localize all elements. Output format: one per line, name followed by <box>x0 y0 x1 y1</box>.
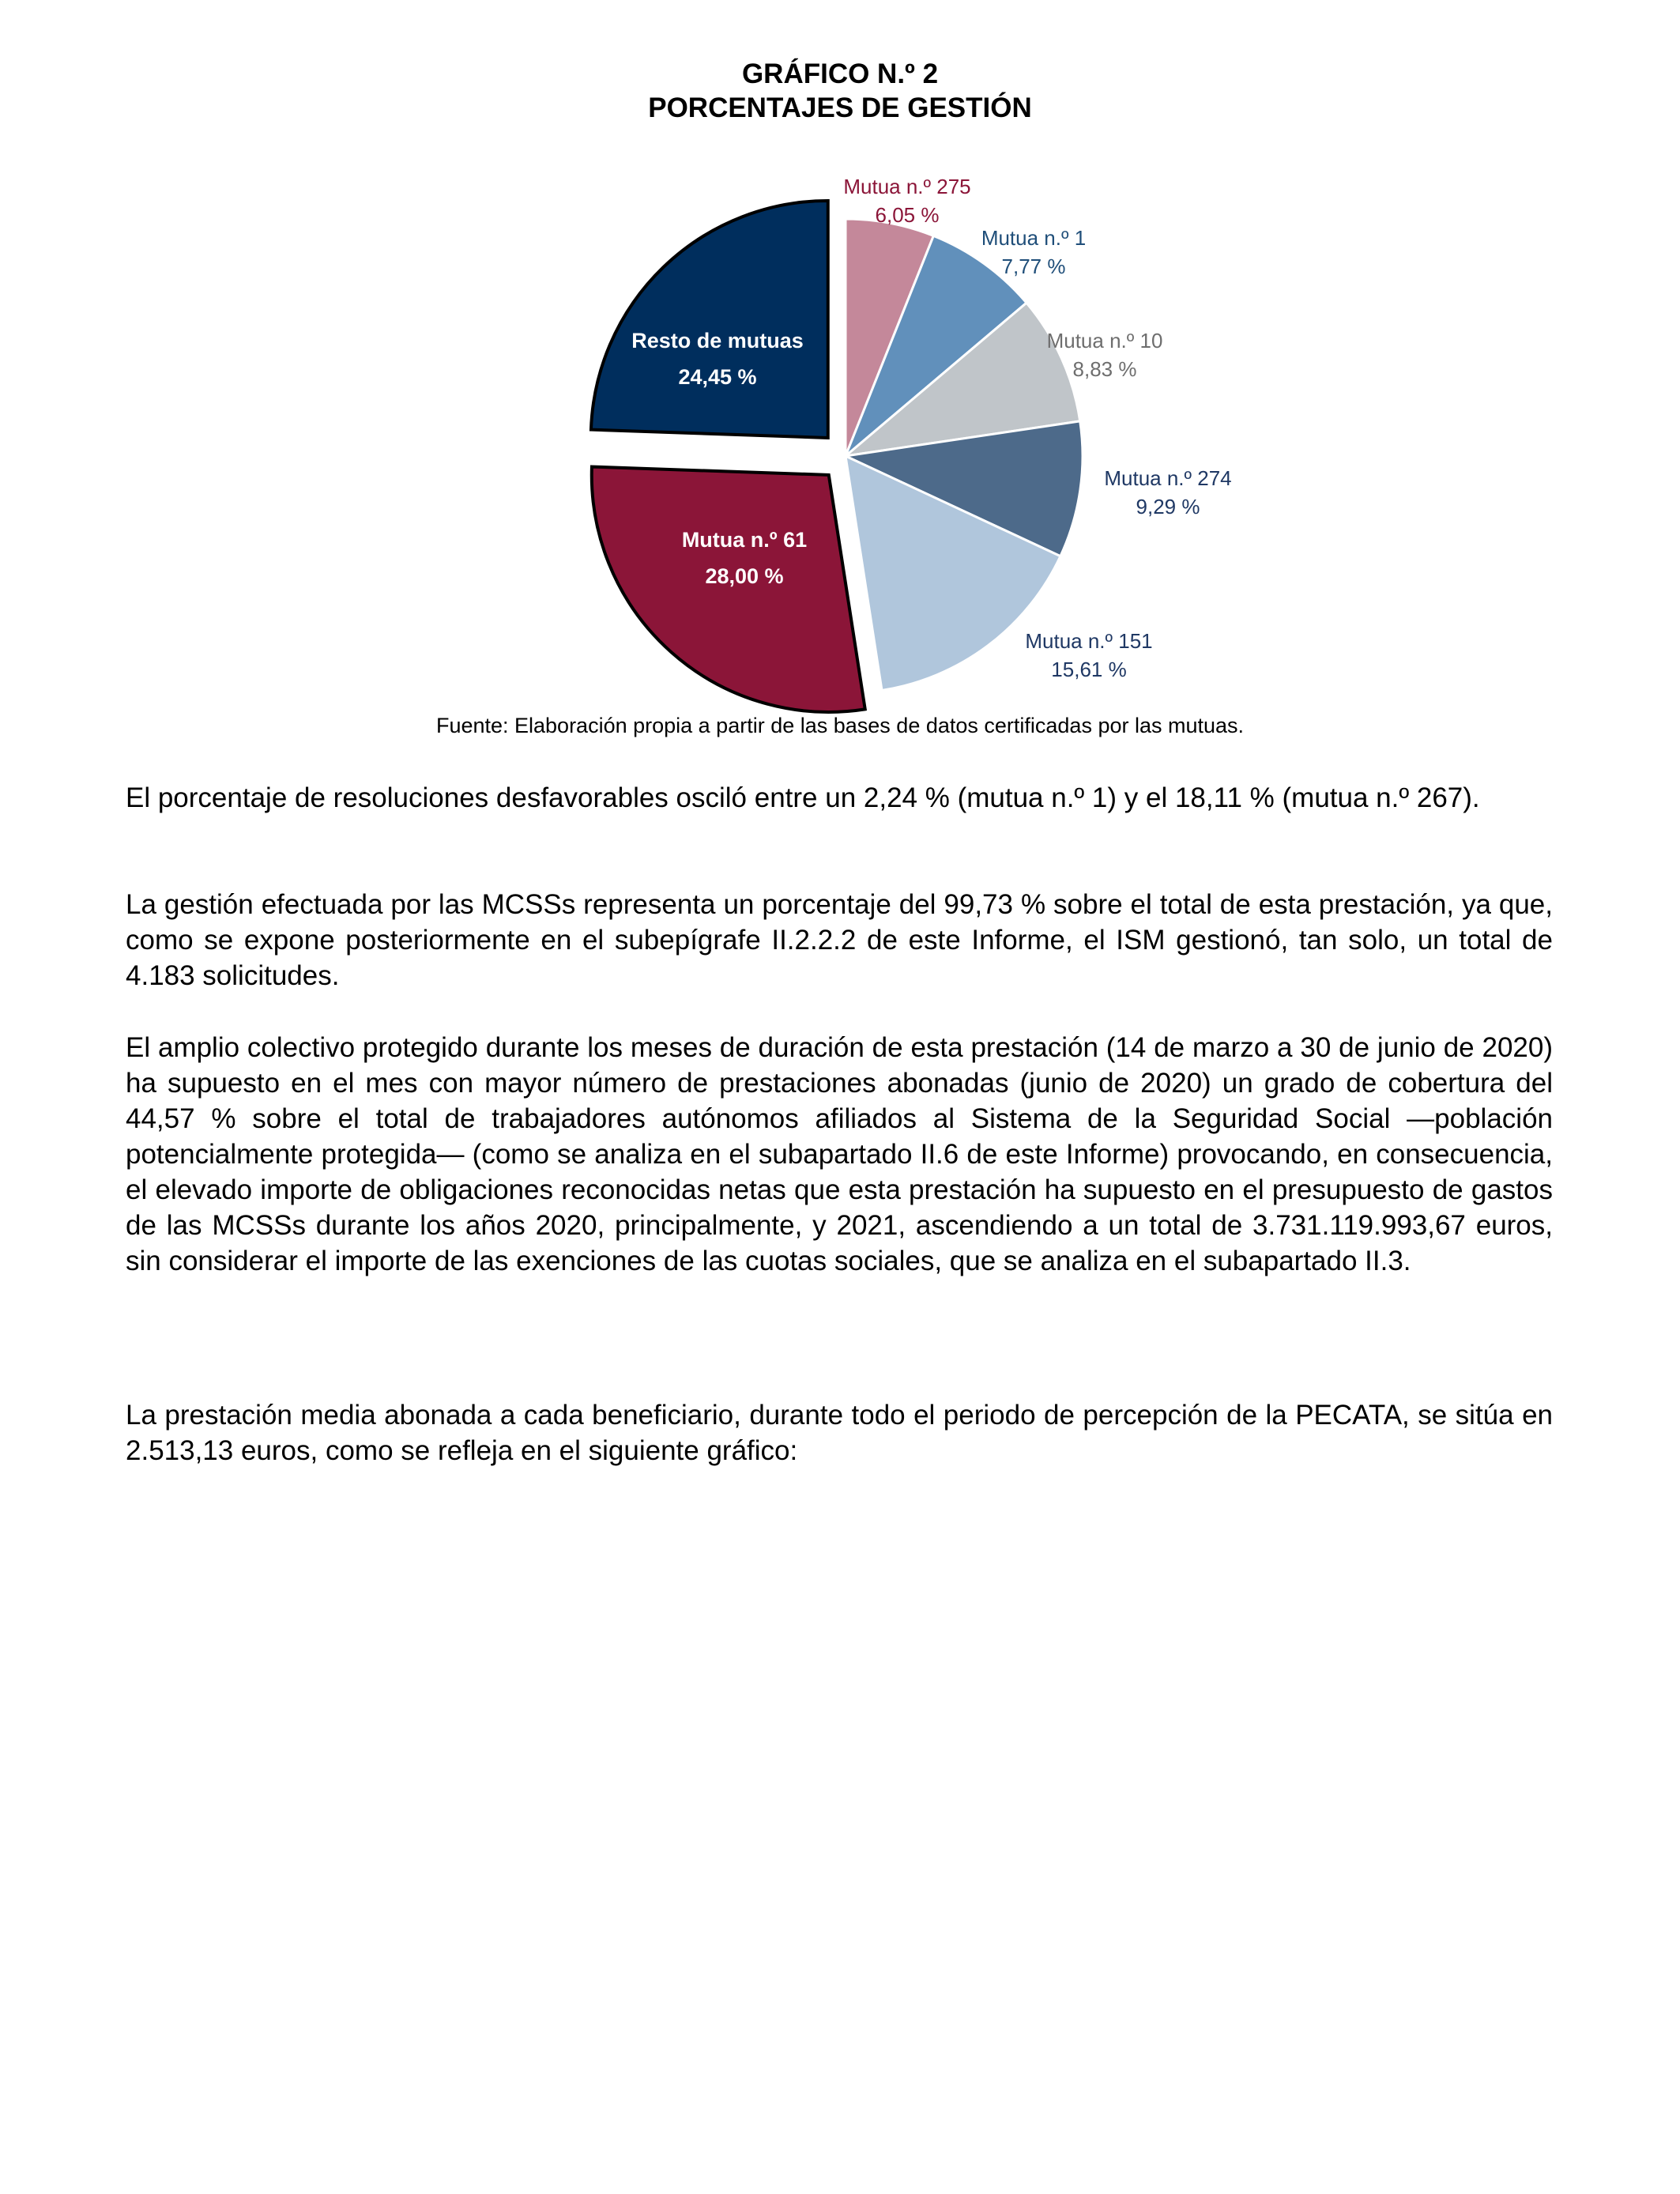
chart-subtitle: PORCENTAJES DE GESTIÓN <box>648 92 1032 123</box>
chart-source: Fuente: Elaboración propia a partir de las bases de datos certificadas por las mutuas. <box>435 714 1245 737</box>
slice-value-0: 6,05 % <box>875 203 940 227</box>
slice-value-4: 15,61 % <box>1051 658 1127 681</box>
paragraph-4: La prestación media abonada a cada beneficiario, durante todo el periodo de percepción de la PECATA, se sitúa en 2.513,13 euros, como se refleja en el siguiente gráfico: <box>126 1400 1553 1466</box>
pie-slice-6 <box>591 201 828 438</box>
slice-value-2: 8,83 % <box>1072 357 1137 381</box>
slice-value-6: 24,45 % <box>678 365 757 389</box>
slice-label-3: Mutua n.º 274 <box>1104 466 1232 490</box>
slice-label-2: Mutua n.º 10 <box>1046 329 1163 352</box>
pie-slice-5 <box>592 467 865 712</box>
slice-value-3: 9,29 % <box>1136 495 1200 518</box>
slice-label-6: Resto de mutuas <box>631 329 804 352</box>
paragraph-1: El porcentaje de resoluciones desfavorables osciló entre un 2,24 % (mutua n.º 1) y el 18,11 % (mutua n.º 267). <box>126 782 1480 813</box>
slice-label-0: Mutua n.º 275 <box>843 175 971 198</box>
slice-label-5: Mutua n.º 61 <box>681 528 808 552</box>
chart-title: GRÁFICO N.º 2 <box>741 58 939 89</box>
slice-label-4: Mutua n.º 151 <box>1025 629 1153 653</box>
slice-label-1: Mutua n.º 1 <box>981 226 1087 250</box>
pie-chart <box>0 0 1680 759</box>
slice-value-5: 28,00 % <box>705 564 784 588</box>
paragraph-3: El amplio colectivo protegido durante los meses de duración de esta prestación (14 de marzo a 30 de junio de 2020) ha supuesto en el mes con mayor número de prestaciones abonadas (junio de 2020) un grado de cobertura del 44,57 % sobre el total de trabajadores autónomos afiliados al Sistema de la Seguridad Social —población potencialmente protegida— (como se analiza en el subapartado II.6 de este Informe) provocando, en consecuencia, el elevado importe de obligaciones reconocidas netas que esta prestación ha supuesto en el presupuesto de gastos de las MCSSs durante los años 2020, principalmente, y 2021, ascendiendo a un total de 3.731.119.993,67 euros, sin considerar el importe de las exenciones de las cuotas sociales, que se analiza en el subapartado II.3. <box>126 1032 1553 1276</box>
paragraph-2: La gestión efectuada por las MCSSs representa un porcentaje del 99,73 % sobre el total de esta prestación, ya que, como se expone posteriormente en el subepígrafe II.2.2.2 de este Informe, el ISM gestionó, tan solo, un total de 4.183 solicitudes. <box>126 889 1553 991</box>
slice-value-1: 7,77 % <box>1001 254 1066 278</box>
